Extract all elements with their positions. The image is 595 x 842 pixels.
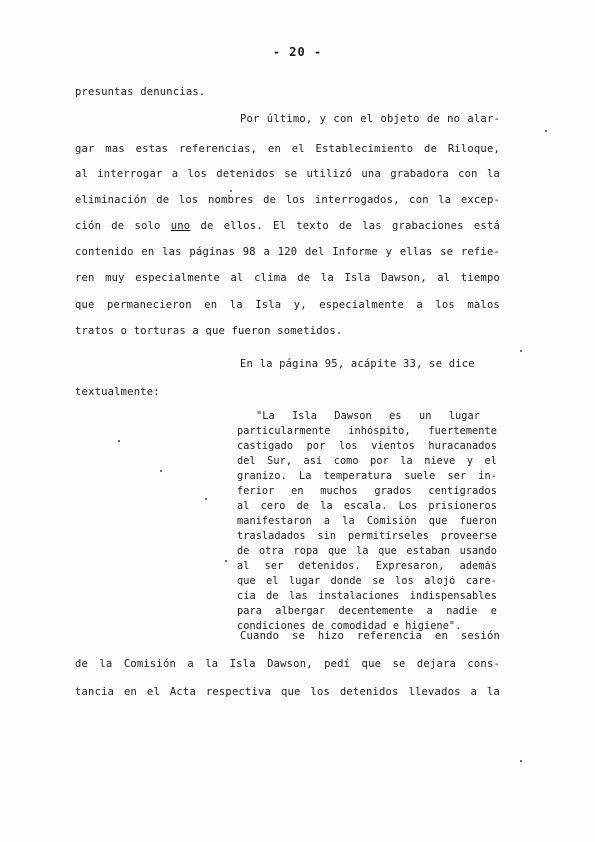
text-line: gar mas estas referencias, en el Establecimiento de Riloque, [75,143,500,155]
quote-line: ferior en muchos grados centígrados [237,486,497,497]
text-line: eliminación de los nombres de los interrogados, con la excep- [75,194,500,206]
quote-line: que el lugar donde se los alojó care- [237,576,497,587]
quote-line: particularmente inhóspito, fuertemente [237,426,497,437]
quote-line: para albergar decentemente a nadie e [237,606,497,617]
text-line: que permanecieron en la Isla y, especialmente a los malos [75,299,500,311]
quote-line: del Sur, así como por la nieve y el [237,456,497,467]
scan-speck [160,470,162,472]
scan-speck [205,498,207,500]
quote-line: al cero de la escala. Los prisioneros [237,501,497,512]
text-line: contenido en las páginas 98 a 120 del Informe y ellas se refie- [75,246,500,258]
text-line: presuntas denuncias. [75,86,206,98]
text-line [75,220,500,236]
text-line: tratos o torturas a que fueron sometidos. [75,325,343,337]
quote-line: "La Isla Dawson es un lugar [256,411,480,422]
text-line: de la Comisión a la Isla Dawson, pedí que se dejara cons- [75,658,500,670]
quote-line: cía de las instalaciones indispensables [237,591,497,602]
text-segment: ción de solo [75,220,171,232]
scan-speck [225,560,227,562]
quote-line: al ser detenidos. Expresaron, además [237,561,497,572]
quote-line: trasladados sin permitírseles proveerse [237,531,497,542]
quote-line: manifestaron a la Comisión que fueron [237,516,497,527]
quote-line: de otra ropa que la que estaban usando [237,546,497,557]
scan-speck [230,190,232,192]
text-line: En la página 95, acápite 33, se dice [240,358,475,370]
text-line: Cuando se hizo referencia en sesión [240,630,500,642]
scan-speck [520,760,522,762]
text-line: tancia en el Acta respectiva que los detenidos llevados a la [75,686,500,698]
text-line: ren muy especialmente al clima de la Isla Dawson, al tiempo [75,272,500,284]
scan-speck [545,130,547,132]
quote-line: condiciones de comodidad e higiene". [237,621,462,632]
text-line: al interrogar a los detenidos se utilizó una grabadora con la [75,168,500,180]
scan-speck [118,440,120,442]
text-line: Por último, y con el objeto de no alar- [240,113,500,125]
quote-line: castigado por los vientos huracanados [237,441,497,452]
page-number: - 20 - [272,45,323,59]
text-segment: de ellos. El texto de las grabaciones está [190,220,500,232]
underlined-word: uno [170,220,191,232]
quote-line: granizo. La temperatura suele ser in- [237,471,497,482]
text-line: textualmente: [75,386,160,398]
scan-speck [520,350,522,352]
